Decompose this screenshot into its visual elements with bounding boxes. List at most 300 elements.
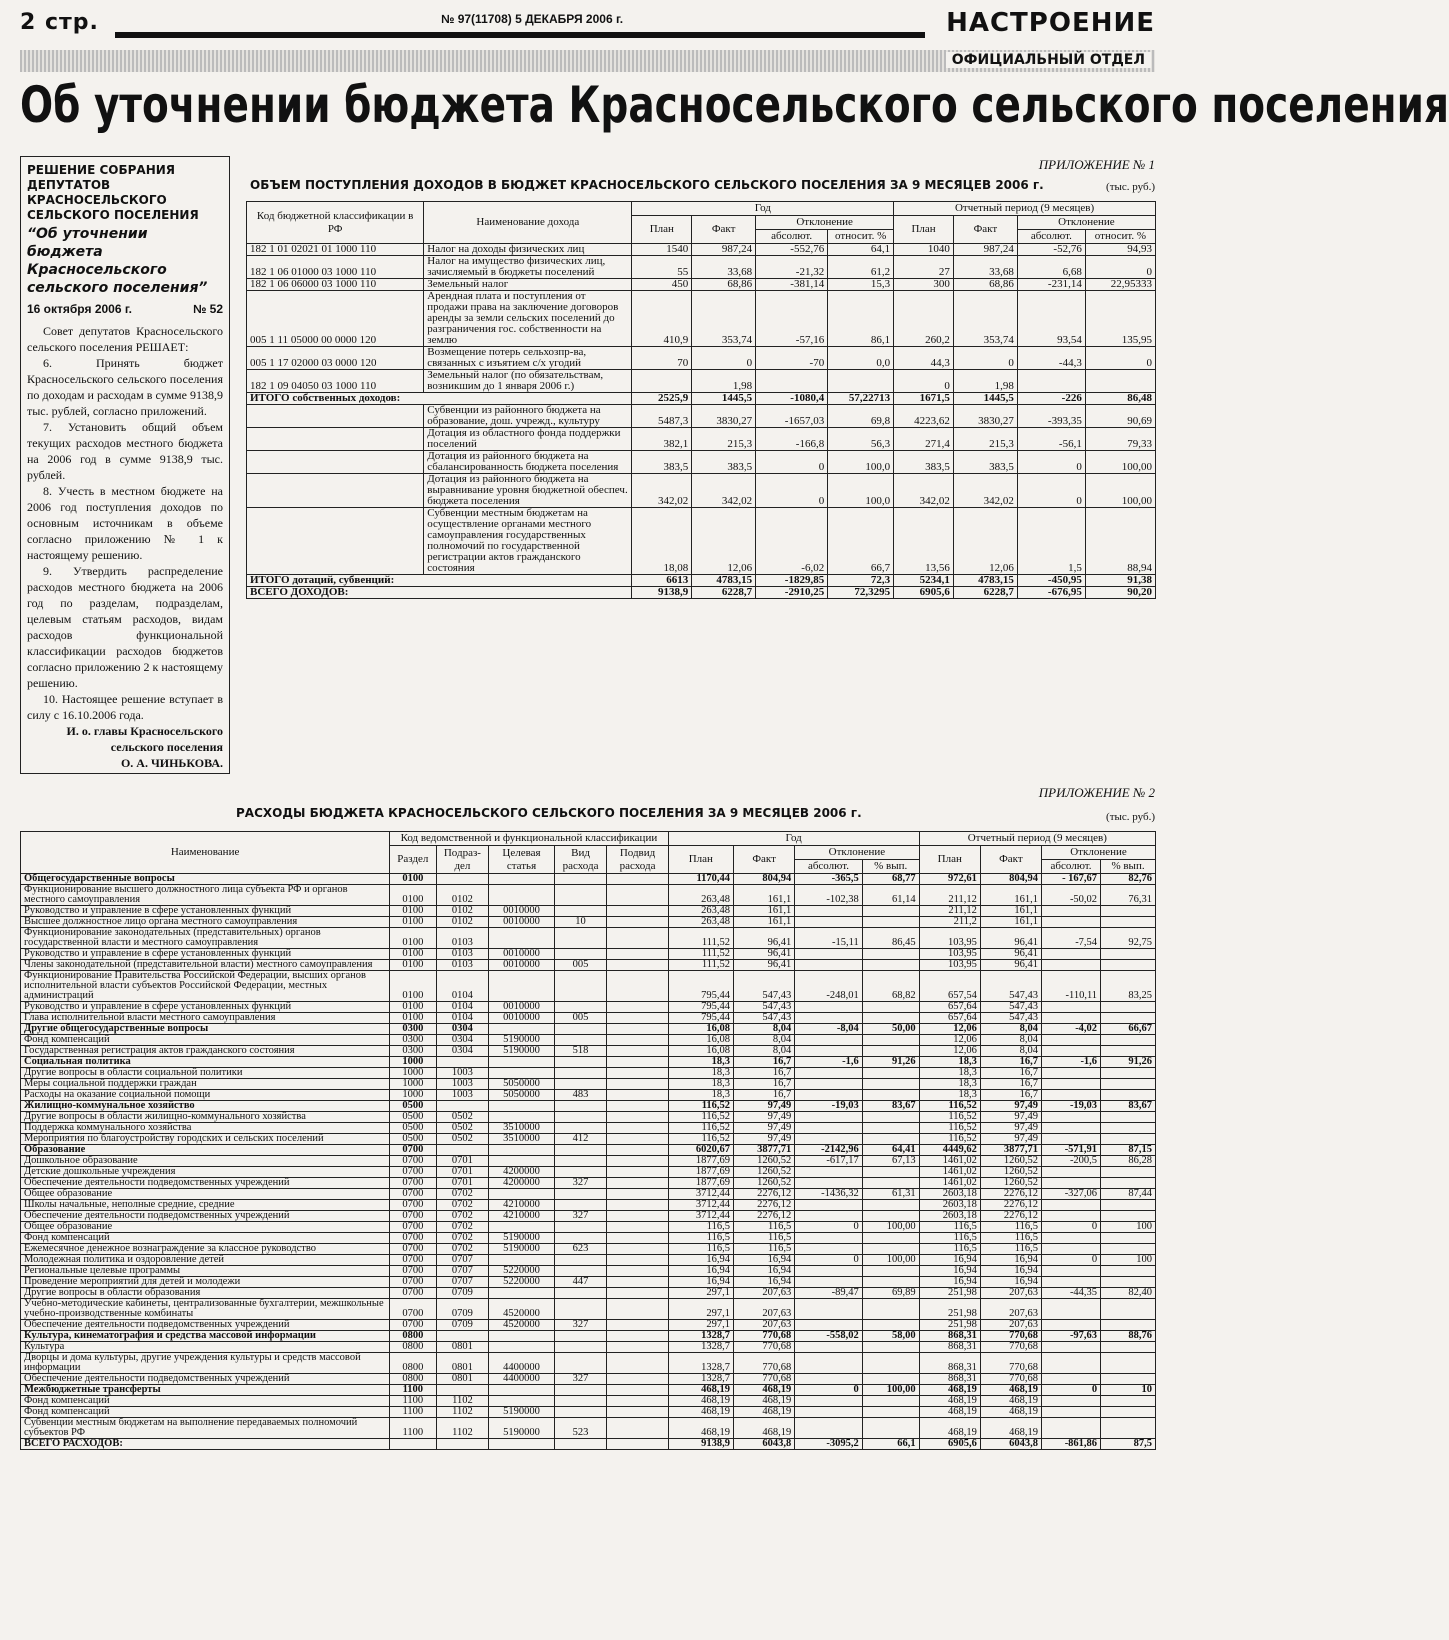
col-vid: Вид расхода [554,846,607,874]
row-value: -8,04 [795,1024,863,1035]
row-value: 1877,69 [668,1178,733,1189]
row-value: 271,4 [894,428,954,451]
row-name: Функционирование Правительства Российской Федерации, высших органов исполнительной власти субъектов Российской Федерации, местных администраций [21,971,390,1002]
row-code: 0700 [390,1145,436,1156]
row-value [1042,1134,1101,1145]
row-code [247,474,424,508]
col-code: Код бюджетной классификации в РФ [247,202,424,244]
section-name: НАСТРОЕНИЕ [946,8,1155,38]
row-value: 33,68 [692,256,756,279]
row-value [1101,1167,1156,1178]
row-value: 79,33 [1085,428,1155,451]
col-fact: Факт [980,846,1041,874]
row-value: -110,11 [1042,971,1101,1002]
row-value: 100,0 [828,451,894,474]
row-value: 91,26 [1101,1057,1156,1068]
row-value: 972,61 [919,874,980,885]
row-value: 1,98 [692,370,756,393]
row-code: 0103 [436,949,489,960]
row-code: 0707 [436,1277,489,1288]
row-value: 1328,7 [668,1342,733,1353]
row-code [607,1178,668,1189]
row-value: 15,3 [828,279,894,291]
row-value [1101,1178,1156,1189]
row-code: 1100 [390,1418,436,1439]
row-code [489,1101,554,1112]
col-plan: План [668,846,733,874]
row-code: 0700 [390,1156,436,1167]
row-name: Проведение мероприятий для детей и молодежи [21,1277,390,1288]
row-value: 61,2 [828,256,894,279]
row-code: 0801 [436,1342,489,1353]
row-code [607,1013,668,1024]
row-code: 4400000 [489,1374,554,1385]
table-row [21,949,1156,960]
table-row [21,1353,1156,1374]
row-value: 64,41 [862,1145,919,1156]
row-value: 116,5 [668,1244,733,1255]
row-value: 263,48 [668,917,733,928]
row-value [1085,370,1155,393]
row-value: 90,20 [1085,587,1155,599]
row-code [489,874,554,885]
row-value: 468,19 [734,1418,795,1439]
row-code: 3510000 [489,1134,554,1145]
col-fact: Факт [692,216,756,244]
row-value: 97,49 [734,1123,795,1134]
row-name: ВСЕГО ДОХОДОВ: [247,587,632,599]
row-value: 96,41 [980,928,1041,949]
row-value [795,1277,863,1288]
row-code: 0100 [390,949,436,960]
row-value: 342,02 [894,474,954,508]
row-value: 211,12 [919,906,980,917]
row-value: 116,52 [919,1112,980,1123]
headline: Об уточнении бюджета Красносельского сельского поселения [20,76,1449,134]
row-name: ИТОГО дотаций, субвенций: [247,575,632,587]
row-value: 468,19 [919,1407,980,1418]
row-value: 297,1 [668,1320,733,1331]
row-value: 87,15 [1101,1145,1156,1156]
row-value: 0,0 [828,347,894,370]
table-row [21,1233,1156,1244]
decision-paragraph: Совет депутатов Красносельского сельского поселения РЕШАЕТ: [27,324,223,354]
row-code: 0102 [436,906,489,917]
row-name: Руководство и управление в сфере установленных функций [21,949,390,960]
row-name: Дошкольное образование [21,1156,390,1167]
row-value [795,1134,863,1145]
row-code [607,1266,668,1277]
row-code [489,1189,554,1200]
row-name: Меры социальной поддержки граждан [21,1079,390,1090]
row-code: 182 1 06 01000 03 1000 110 [247,256,424,279]
row-code [607,1255,668,1266]
row-value [1042,1266,1101,1277]
row-value: 16,94 [734,1266,795,1277]
row-value [862,917,919,928]
row-code [607,1024,668,1035]
row-name: Дворцы и дома культуры, другие учреждения культуры и средств массовой информации [21,1353,390,1374]
row-value: 16,94 [980,1266,1041,1277]
row-code: 0707 [436,1266,489,1277]
table-row [21,1277,1156,1288]
decision-number: № 52 [192,302,223,316]
row-value: 0 [1085,347,1155,370]
row-code: 0800 [390,1342,436,1353]
row-value: 44,3 [894,347,954,370]
row-value: 207,63 [980,1288,1041,1299]
row-value: 96,41 [980,960,1041,971]
col-period: Отчетный период (9 месяцев) [894,202,1156,216]
row-value: 18,3 [919,1090,980,1101]
table-row [21,1112,1156,1123]
row-name: Мероприятия по благоустройству городских и сельских поселений [21,1134,390,1145]
row-name: Земельный налог [424,279,632,291]
row-code [489,1288,554,1299]
row-code: 0104 [436,1013,489,1024]
row-code: 1102 [436,1407,489,1418]
row-code [607,1035,668,1046]
expenses-table-title: РАСХОДЫ БЮДЖЕТА КРАСНОСЕЛЬСКОГО СЕЛЬСКОГО ПОСЕЛЕНИЯ ЗА 9 МЕСЯЦЕВ 2006 г. [236,806,862,820]
row-value [1042,1407,1101,1418]
row-value: 1260,52 [980,1167,1041,1178]
row-name: Налог на имущество физических лиц, зачисляемый в бюджеты поселений [424,256,632,279]
col-podvid: Подвид расхода [607,846,668,874]
table-row [247,393,1156,405]
row-code [607,917,668,928]
row-value [862,1167,919,1178]
row-value: 804,94 [734,874,795,885]
row-code [607,1090,668,1101]
row-code [436,1385,489,1396]
row-value [1042,1035,1101,1046]
row-value [1101,1035,1156,1046]
row-value: 0 [795,1385,863,1396]
row-code [607,1342,668,1353]
col-name: Наименование [21,832,390,874]
row-value: -44,3 [1017,347,1085,370]
row-value: 2276,12 [980,1189,1041,1200]
row-code: 0304 [436,1035,489,1046]
row-code [607,1002,668,1013]
row-value: 1461,02 [919,1178,980,1189]
row-value [1101,1244,1156,1255]
row-name: Руководство и управление в сфере установленных функций [21,906,390,917]
row-value: 103,95 [919,960,980,971]
row-code [554,1396,607,1407]
table-row [21,1134,1156,1145]
row-code: 0700 [390,1255,436,1266]
row-value: -200,5 [1042,1156,1101,1167]
row-value: 383,5 [894,451,954,474]
row-value: 16,7 [734,1079,795,1090]
row-code: 5190000 [489,1244,554,1255]
signature-name: О. А. ЧИНЬКОВА. [120,756,223,770]
row-name: Субвенции местным бюджетам на осуществление органами местного самоуправления государственных полномочий по государственной регистрации актов гражданского состояния [424,508,632,575]
row-value: 0 [795,1255,863,1266]
row-name: Дотация из областного фонда поддержки поселений [424,428,632,451]
row-value: 1877,69 [668,1156,733,1167]
row-value: 657,54 [919,971,980,1002]
row-value: 12,06 [692,508,756,575]
row-value: 770,68 [734,1353,795,1374]
row-code: 0100 [390,885,436,906]
row-value: 251,98 [919,1299,980,1320]
row-code [554,1353,607,1374]
table-row [21,1002,1156,1013]
row-value [1042,1211,1101,1222]
row-value: 6043,8 [734,1439,795,1450]
row-code [489,1112,554,1123]
row-code: 0700 [390,1288,436,1299]
table-row [21,1299,1156,1320]
row-code: 5190000 [489,1035,554,1046]
table-row [21,1189,1156,1200]
row-value: 868,31 [919,1342,980,1353]
row-code [607,1200,668,1211]
row-value: 383,5 [632,451,692,474]
row-value [795,1079,863,1090]
row-value [1101,906,1156,917]
row-value: 468,19 [668,1418,733,1439]
row-value: 16,94 [668,1266,733,1277]
row-value: 61,14 [862,885,919,906]
row-value: 0 [1042,1222,1101,1233]
row-name: Государственная регистрация актов гражданского состояния [21,1046,390,1057]
row-code: 4400000 [489,1353,554,1374]
row-value: 3712,44 [668,1211,733,1222]
table-row [21,1374,1156,1385]
row-value: 90,69 [1085,405,1155,428]
row-code: 0100 [390,917,436,928]
row-value: 8,04 [980,1035,1041,1046]
row-code: 483 [554,1090,607,1101]
row-value [1101,1277,1156,1288]
row-value: 1445,5 [692,393,756,405]
row-code [489,1145,554,1156]
row-name: Субвенции местным бюджетам на выполнение передаваемых полномочий субъектов РФ [21,1418,390,1439]
row-code: 5050000 [489,1090,554,1101]
row-code [607,1112,668,1123]
row-name: ВСЕГО РАСХОДОВ: [21,1439,390,1450]
col-abs: абсолют. [1042,860,1101,874]
row-value: 3830,27 [692,405,756,428]
row-value: 1445,5 [953,393,1017,405]
row-value: 5487,3 [632,405,692,428]
row-name: Детские дошкольные учреждения [21,1167,390,1178]
row-value: -89,47 [795,1288,863,1299]
row-code: 0707 [436,1255,489,1266]
row-name: Функционирование высшего должностного лица субъекта РФ и органов местного самоуправления [21,885,390,906]
row-value: 72,3 [828,575,894,587]
row-code: 0702 [436,1189,489,1200]
row-value [795,1396,863,1407]
row-value [862,1299,919,1320]
row-value [862,1079,919,1090]
row-value [1101,1320,1156,1331]
row-code: 0700 [390,1189,436,1200]
row-value: -1,6 [1042,1057,1101,1068]
row-code [607,1353,668,1374]
row-name: Налог на доходы физических лиц [424,244,632,256]
col-deviation: Отклонение [1017,216,1155,230]
row-value: 2276,12 [734,1211,795,1222]
row-value: 56,3 [828,428,894,451]
row-code: 0100 [390,971,436,1002]
row-value: 9138,9 [668,1439,733,1450]
row-value: 92,75 [1101,928,1156,949]
row-value: 383,5 [953,451,1017,474]
row-value: 12,06 [919,1024,980,1035]
row-code [247,508,424,575]
page-number: 2 стр. [20,10,99,35]
row-code [554,1385,607,1396]
row-code: 182 1 09 04050 03 1000 110 [247,370,424,393]
row-value: -552,76 [756,244,828,256]
row-value: 1328,7 [668,1331,733,1342]
row-value: 2603,18 [919,1189,980,1200]
row-value [1042,1299,1101,1320]
row-value: 868,31 [919,1331,980,1342]
row-code [607,1145,668,1156]
table-row [21,928,1156,949]
row-value [1042,1178,1101,1189]
row-value [862,1123,919,1134]
expenses-table [20,831,1156,1450]
row-value: 468,19 [668,1385,733,1396]
row-value: 12,06 [919,1046,980,1057]
row-value: 1260,52 [980,1156,1041,1167]
row-code [607,971,668,1002]
row-value [795,1418,863,1439]
table-row [21,917,1156,928]
row-value: 468,19 [980,1418,1041,1439]
row-code [554,1035,607,1046]
row-value: 86,1 [828,291,894,347]
table-row [247,244,1156,256]
row-value: 97,49 [980,1112,1041,1123]
row-value: 297,1 [668,1288,733,1299]
row-code [554,1342,607,1353]
row-name: Общее образование [21,1222,390,1233]
row-value: 100,00 [1085,474,1155,508]
row-value: 260,2 [894,291,954,347]
row-value [1042,1244,1101,1255]
row-value [1042,1167,1101,1178]
row-value [862,1320,919,1331]
row-code [554,1145,607,1156]
col-rel: относит. % [828,230,894,244]
table-row [21,1068,1156,1079]
row-code: 4200000 [489,1167,554,1178]
row-name: Региональные целевые программы [21,1266,390,1277]
row-code: 327 [554,1320,607,1331]
row-value: 297,1 [668,1299,733,1320]
row-value: 67,13 [862,1156,919,1167]
row-value: 1260,52 [980,1178,1041,1189]
row-value: 116,52 [919,1123,980,1134]
row-value: 8,04 [980,1046,1041,1057]
row-value: -52,76 [1017,244,1085,256]
row-value [1101,1200,1156,1211]
row-value: 18,3 [919,1079,980,1090]
row-value: 16,94 [980,1277,1041,1288]
col-deviation: Отклонение [756,216,894,230]
row-value: 16,7 [734,1068,795,1079]
row-value [795,917,863,928]
decision-paragraph: 7. Установить общий объем текущих расходов местного бюджета на 2006 год в сумме 9138,9 тыс. рублей. [27,420,223,482]
row-name: Другие вопросы в области социальной политики [21,1068,390,1079]
row-value [828,370,894,393]
table-row [21,1123,1156,1134]
row-value: 0 [1085,256,1155,279]
row-value: 1040 [894,244,954,256]
row-code [607,1407,668,1418]
row-code [554,928,607,949]
row-code: 1003 [436,1068,489,1079]
row-value: 215,3 [953,428,1017,451]
row-name: Дотация из районного бюджета на выравнивание уровня бюджетной обеспеч. бюджета поселения [424,474,632,508]
col-razdel: Раздел [390,846,436,874]
row-value: 1260,52 [734,1178,795,1189]
col-year: Год [668,832,919,846]
row-value: -50,02 [1042,885,1101,906]
row-value [1101,1418,1156,1439]
row-value [1101,1266,1156,1277]
row-value [1017,370,1085,393]
table-row [247,405,1156,428]
row-code: 1003 [436,1090,489,1101]
row-code: 0700 [390,1244,436,1255]
row-value: 88,76 [1101,1331,1156,1342]
row-code: 3510000 [489,1123,554,1134]
row-value: 468,19 [734,1396,795,1407]
row-code [554,885,607,906]
row-value: 100 [1101,1222,1156,1233]
row-value: 86,48 [1085,393,1155,405]
row-value [862,1277,919,1288]
row-code [607,906,668,917]
row-value [795,1167,863,1178]
row-value [862,1418,919,1439]
row-value [795,1342,863,1353]
row-value: 12,06 [953,508,1017,575]
table-row [247,291,1156,347]
table-row [247,279,1156,291]
row-value: 103,95 [919,949,980,960]
row-value: 657,64 [919,1002,980,1013]
row-name: Фонд компенсаций [21,1396,390,1407]
table-row [21,874,1156,885]
row-value: -327,06 [1042,1189,1101,1200]
row-code: 1000 [390,1090,436,1101]
table-row [21,1101,1156,1112]
row-value [862,1134,919,1145]
row-value: 0 [1017,474,1085,508]
row-value [795,1211,863,1222]
row-value: 468,19 [980,1407,1041,1418]
row-value: 116,52 [668,1134,733,1145]
row-value: 468,19 [919,1396,980,1407]
table-row [21,1035,1156,1046]
row-value [862,1090,919,1101]
row-name: Межбюджетные трансферты [21,1385,390,1396]
row-code: 005 1 11 05000 00 0000 120 [247,291,424,347]
row-value: 161,1 [734,906,795,917]
row-code [489,1342,554,1353]
row-code [554,1407,607,1418]
table-row [21,1167,1156,1178]
